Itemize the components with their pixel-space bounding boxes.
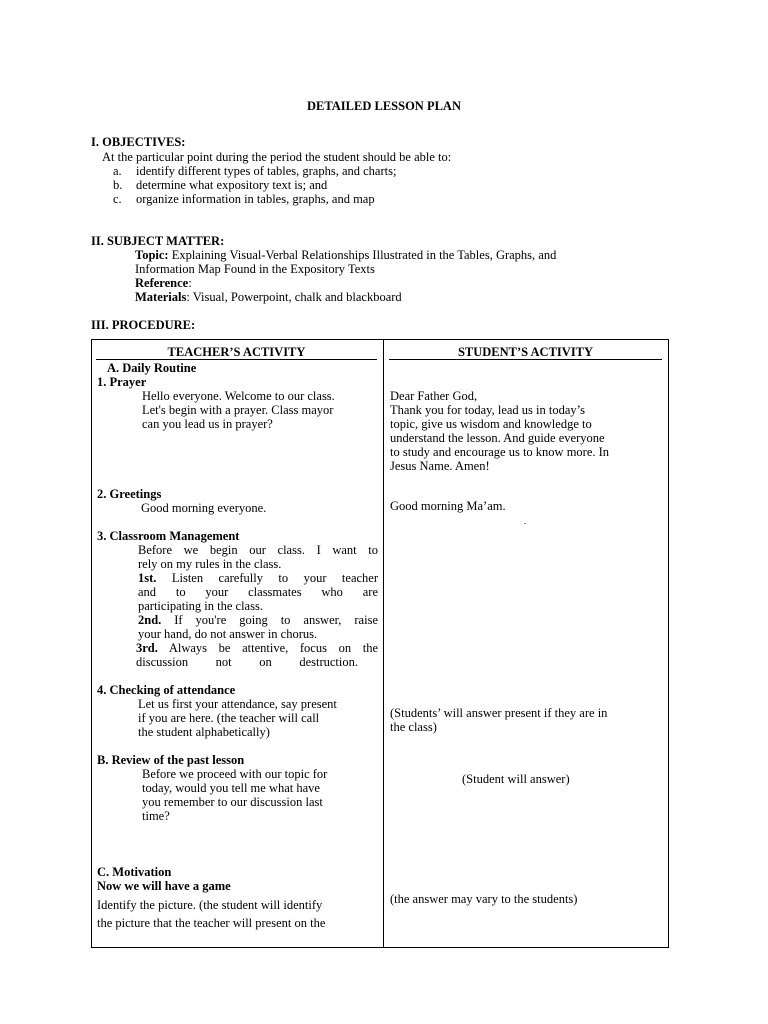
reference-suffix: :	[188, 276, 192, 290]
motivation-line: the picture that the teacher will present on the	[97, 916, 326, 930]
objective-a: identify different types of tables, graphs, and charts;	[136, 164, 397, 178]
objective-b: determine what expository text is; and	[136, 178, 328, 192]
student-activity-header: STUDENT’S ACTIVITY	[457, 345, 594, 359]
prayer-line: Let's begin with a prayer. Class mayor	[142, 403, 334, 417]
stray-dot: .	[524, 516, 527, 526]
prayer-response-line: to study and encourage us to know more. In	[390, 445, 610, 459]
rule-1-line: participating in the class.	[138, 599, 263, 613]
reference-line	[135, 276, 192, 290]
rule-1-label: 1st.	[138, 571, 157, 585]
rule-3-line	[136, 641, 378, 655]
attendance-heading: 4. Checking of attendance	[97, 683, 236, 697]
page-title: DETAILED LESSON PLAN	[307, 99, 461, 113]
attendance-line: if you are here. (the teacher will call	[138, 711, 320, 725]
attendance-line: the student alphabetically)	[138, 725, 270, 739]
rule-2-text: If you're going to answer, raise	[161, 613, 378, 627]
prayer-line: Hello everyone. Welcome to our class.	[142, 389, 335, 403]
daily-routine-heading: A. Daily Routine	[107, 361, 197, 375]
review-heading: B. Review of the past lesson	[97, 753, 245, 767]
review-line: today, would you tell me what have	[142, 781, 320, 795]
classroom-line: Before we begin our class. I want to	[138, 543, 378, 557]
procedure-heading: III. PROCEDURE:	[91, 318, 196, 332]
materials-label: Materials	[135, 290, 187, 304]
prayer-response-line: understand the lesson. And guide everyone	[390, 431, 605, 445]
classroom-management-heading: 3. Classroom Management	[97, 529, 240, 543]
prayer-response-line: topic, give us wisdom and knowledge to	[390, 417, 592, 431]
greetings-text: Good morning everyone.	[141, 501, 267, 515]
rule-3-text: Always be attentive, focus on the	[157, 641, 378, 655]
materials-line	[135, 290, 402, 304]
motivation-line: Identify the picture. (the student will identify	[97, 898, 323, 912]
topic-text-cont: Information Map Found in the Expository Texts	[135, 262, 375, 276]
review-line: you remember to our discussion last	[142, 795, 323, 809]
rule-3-line: discussion not on destruction.	[136, 655, 358, 669]
prayer-response-line: Dear Father God,	[390, 389, 478, 403]
prayer-line: can you lead us in prayer?	[142, 417, 273, 431]
objective-marker-b: b.	[113, 178, 123, 192]
prayer-response-line: Thank you for today, lead us in today’s	[390, 403, 585, 417]
column-divider	[383, 339, 384, 948]
attendance-response-line: the class)	[390, 720, 437, 734]
rule-1-line: and to your classmates who are	[138, 585, 378, 599]
objective-c: organize information in tables, graphs, and map	[136, 192, 375, 206]
rule-2-line	[138, 613, 378, 627]
review-line: time?	[142, 809, 170, 823]
objective-marker-c: c.	[113, 192, 122, 206]
attendance-response-line: (Students’ will answer present if they are in	[390, 706, 608, 720]
attendance-line: Let us first your attendance, say present	[138, 697, 337, 711]
objectives-intro: At the particular point during the period the student should be able to:	[102, 150, 452, 164]
rule-2-line: your hand, do not answer in chorus.	[138, 627, 318, 641]
classroom-line: rely on my rules in the class.	[138, 557, 282, 571]
motivation-response: (the answer may vary to the students)	[390, 892, 578, 906]
rule-1-text: Listen carefully to your teacher	[156, 571, 378, 585]
subject-matter-heading: II. SUBJECT MATTER:	[91, 234, 225, 248]
topic-text: Explaining Visual-Verbal Relationships Illustrated in the Tables, Graphs, and	[168, 248, 557, 262]
review-line: Before we proceed with our topic for	[142, 767, 328, 781]
teacher-activity-header: TEACHER’S ACTIVITY	[167, 345, 306, 359]
prayer-heading: 1. Prayer	[97, 375, 147, 389]
materials-text: : Visual, Powerpoint, chalk and blackboard	[186, 290, 402, 304]
reference-label: Reference	[135, 276, 189, 290]
rule-3-label: 3rd.	[136, 641, 158, 655]
objective-marker-a: a.	[113, 164, 122, 178]
objectives-heading: I. OBJECTIVES:	[91, 135, 186, 149]
teacher-header-underline	[96, 359, 377, 360]
topic-label: Topic:	[135, 248, 169, 262]
topic-line	[135, 248, 556, 262]
prayer-response-line: Jesus Name. Amen!	[390, 459, 490, 473]
student-header-underline	[389, 359, 662, 360]
greetings-response: Good morning Ma’am.	[390, 499, 506, 513]
motivation-subheading: Now we will have a game	[97, 879, 231, 893]
review-response: (Student will answer)	[462, 772, 570, 786]
rule-2-label: 2nd.	[138, 613, 162, 627]
rule-1-line	[138, 571, 378, 585]
motivation-heading: C. Motivation	[97, 865, 172, 879]
greetings-heading: 2. Greetings	[97, 487, 162, 501]
